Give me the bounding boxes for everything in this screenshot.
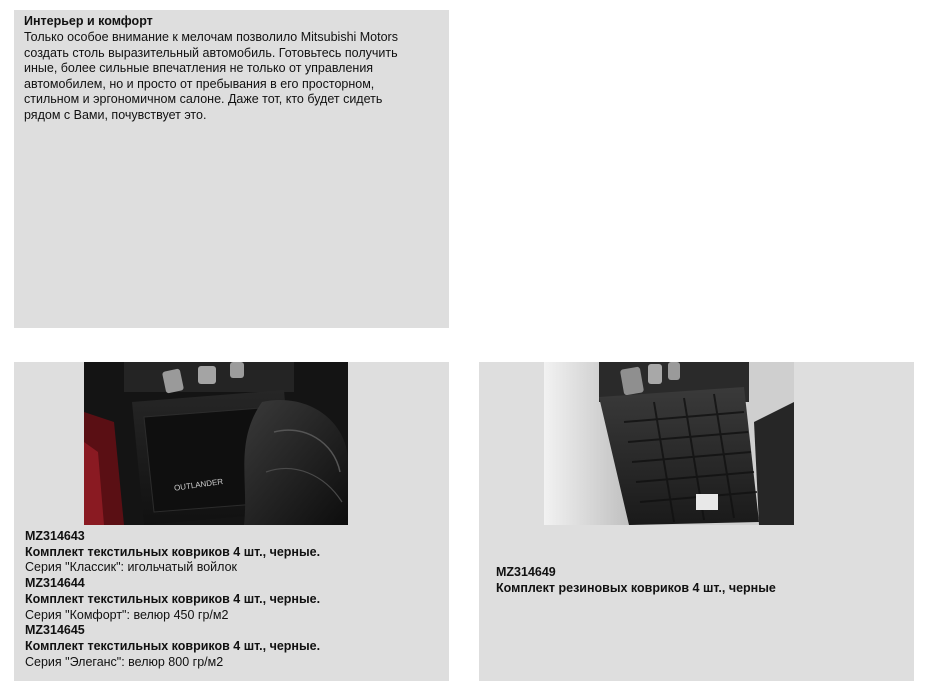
product-name: Комплект текстильных ковриков 4 шт., черные. [25,638,321,653]
rubber-mat-image [544,362,794,525]
product-code: MZ314644 [25,576,85,591]
textile-mat-photo [84,362,348,525]
product-series: Серия "Элеганс": велюр 800 гр/м2 [25,654,224,669]
rubber-mat-photo [544,362,794,525]
product-series: Серия "Комфорт": велюр 450 гр/м2 [25,607,229,622]
textile-mats-card [14,362,449,681]
product-code: MZ314649 [496,565,556,579]
product-series: Серия "Классик": игольчатый войлок [25,560,238,575]
section-description: Только особое внимание к мелочам позволило Mitsubishi Motors создать столь выразительный автомобиль. Готовьтесь получить иные, более сильные впечатления не только от управления автомобилем, но и просто от пребывания в его просторном, стильном и эргономичном салоне. Даже тот, кто будет сидеть рядом с Вами, почувствует это. [24,30,398,122]
product-name: Комплект текстильных ковриков 4 шт., черные. [25,591,321,606]
product-code: MZ314643 [25,529,85,543]
section-title: Интерьер и комфорт [24,14,153,28]
product-name: Комплект текстильных ковриков 4 шт., черные. [25,544,321,559]
rubber-mats-card [479,362,914,681]
product-code: MZ314645 [25,623,85,638]
textile-mat-image [84,362,348,525]
rubber-mats-description [496,565,906,596]
product-name: Комплект резиновых ковриков 4 шт., черные [496,580,776,595]
textile-mats-description [25,529,445,670]
mat-logo-text: OUTLANDER [173,476,224,493]
interior-comfort-panel [14,10,449,328]
